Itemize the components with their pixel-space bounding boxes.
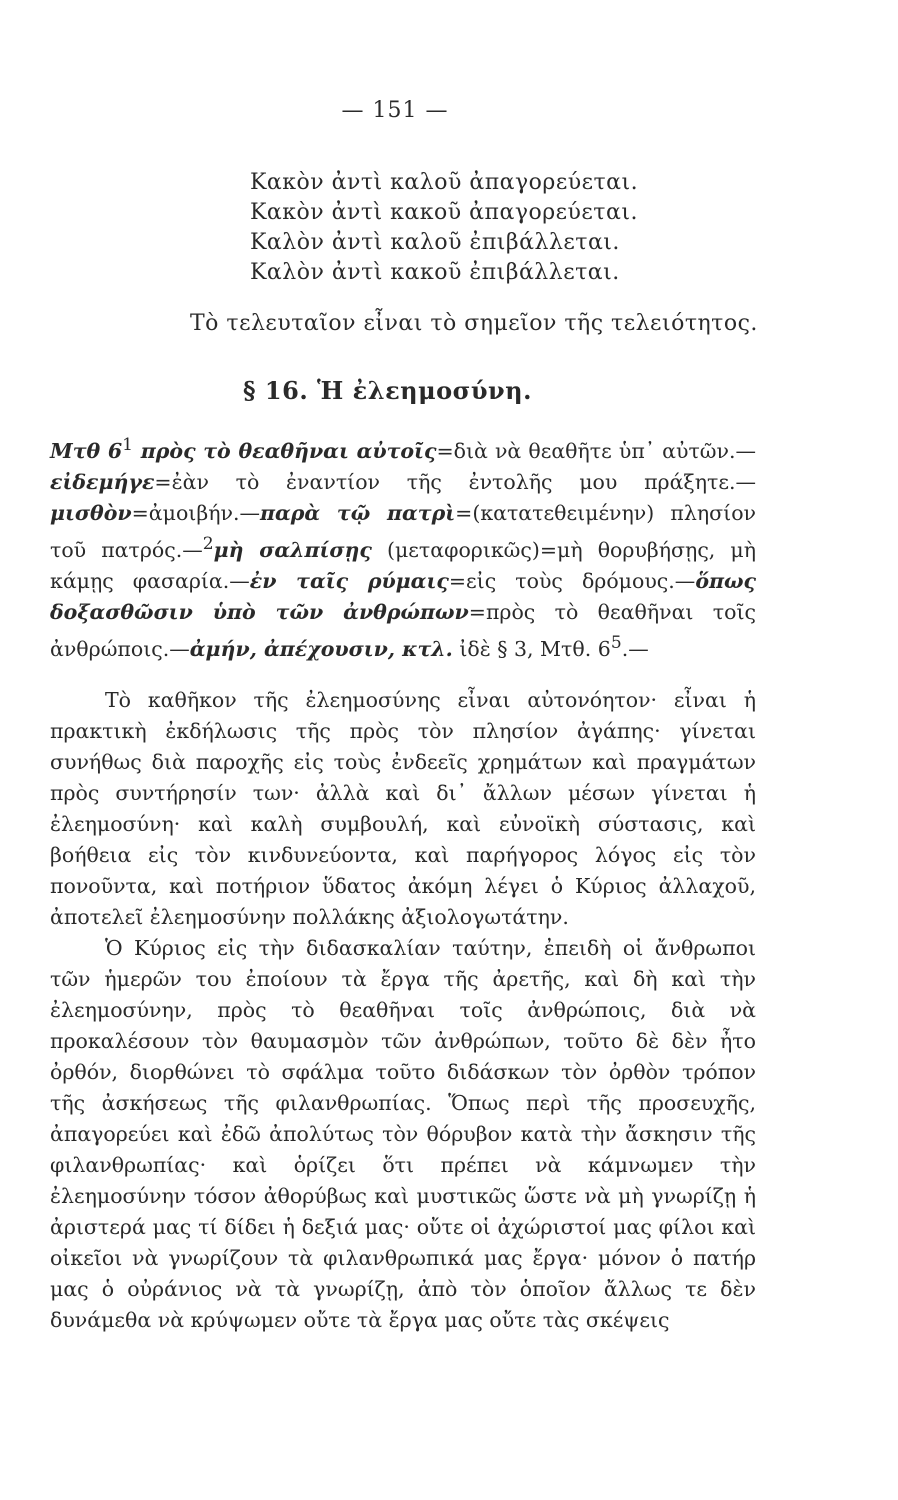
note-term: πρὸς τὸ θεαθῆναι αὐτοῖς <box>133 438 437 463</box>
note-gloss: =ἀμοιβήν.— <box>131 500 260 525</box>
note-term: μὴ σαλπίσῃς <box>213 537 372 562</box>
note-term: ἀμήν, ἀπέχουσιν, κτλ. <box>189 636 453 661</box>
maxim-line-2: Κακὸν ἀντὶ κακοῦ ἀπαγορεύεται. <box>250 200 638 225</box>
lexical-notes <box>50 430 756 664</box>
maxim-line-3: Καλὸν ἀντὶ καλοῦ ἐπιβάλλεται. <box>250 230 620 255</box>
note-gloss: =διὰ νὰ θεαθῆτε ὑπ᾽ αὐτῶν.— <box>436 438 756 463</box>
paragraph: Ὁ Κύριος εἰς τὴν διδασκαλίαν ταύτην, ἐπειδὴ οἱ ἄνθρωποι τῶν ἡμερῶν του ἐποίουν τὰ ἔργα τῆς ἀρετῆς, καὶ δὴ καὶ τὴν ἐλεημοσύνην, πρὸς τὸ θεαθῆναι τοῖς ἀνθρώποις, διὰ νὰ προκαλέσουν τὸν θαυμασμὸν τῶν ἀνθρώπων, τοῦτο δὲ δὲν ἦτο ὀρθόν, διορθώνει τὸ σφάλμα τοῦτο διδάσκων τὸν ὀρθὸν τρόπον τῆς ἀσκήσεως τῆς φιλανθρωπίας. Ὅπως περὶ τῆς προσευχῆς, ἀπαγορεύει καὶ ἐδῶ ἀπολύτως τὸν θόρυβον κατὰ τὴν ἄσκησιν τῆς φιλανθρωπίας· καὶ ὁρίζει ὅτι πρέπει νὰ κάμνωμεν τὴν ἐλεημοσύνην τόσον ἀθορύβως καὶ μυστικῶς ὥστε νὰ μὴ γνωρίζῃ ἡ ἀριστερά μας τί δίδει ἡ δεξιά μας· οὔτε οἱ ἀχώριστοί μας φίλοι καὶ οἰκεῖοι νὰ γνωρίζουν τὰ φιλανθρωπικά μας ἔργα· μόνον ὁ πατήρ μας ὁ οὐράνιος νὰ τὰ γνωρίζῃ, ἀπὸ τὸν ὁποῖον ἄλλως τε δὲν δυνάμεθα νὰ κρύψωμεν οὔτε τὰ ἔργα μας οὔτε τὰς σκέψεις <box>50 936 756 1332</box>
note-term: εἰδεμήγε <box>50 469 155 494</box>
maxim-line-1: Κακὸν ἀντὶ καλοῦ ἀπαγορεύεται. <box>250 170 639 195</box>
page-number: — 151 — <box>341 98 449 123</box>
note-gloss: =εἰς τοὺς δρόμους.— <box>448 568 696 593</box>
note-gloss: =ἐὰν τὸ ἐναντίον τῆς ἐντολῆς μου πράξητε.— <box>154 469 756 494</box>
paragraph: Τὸ καθῆκον τῆς ἐλεημοσύνης εἶναι αὐτονόητον· εἶναι ἡ πρακτικὴ ἐκδήλωσις τῆς πρὸς τὸν πλησίον ἀγάπης· γίνεται συνήθως διὰ παροχῆς εἰς τοὺς ἐνδεεῖς χρημάτων καὶ πραγμάτων πρὸς συντήρησίν των· ἀλλὰ καὶ δι᾽ ἄλλων μέσων γίνεται ἡ ἐλεημοσύνη· καὶ καλὴ συμβουλή, καὶ εὐνοϊκὴ σύστασις, καὶ βοήθεια εἰς τὸν κινδυνεύοντα, καὶ παρήγορος λόγος εἰς τὸν πονοῦντα, καὶ ποτήριον ὕδατος ἀκόμη λέγει ὁ Κύριος ἀλλαχοῦ, ἀποτελεῖ ἐλεημοσύνην πολλάκης ἀξιολογωτάτην. <box>50 688 756 929</box>
note-gloss: ἰδὲ § 3, Μτθ. 6 <box>452 636 611 661</box>
summary-line: Τὸ τελευταῖον εἶναι τὸ σημεῖον τῆς τελειότητος. <box>190 311 758 336</box>
note-ref: Μτθ 6 <box>50 438 123 463</box>
section-heading: § 16. Ἡ ἐλεημοσύνη. <box>243 376 532 405</box>
note-gloss: (μεταφορικῶς)=μὴ θορυβήσῃς, μὴ κάμῃς φασαρία.— <box>50 537 756 593</box>
note-gloss: =πρὸς τὸ θεαθῆναι τοῖς ἀνθρώποις.— <box>50 599 756 661</box>
body-text <box>50 685 756 1336</box>
note-term: μισθὸν <box>50 500 132 525</box>
note-term: ἐν ταῖς ρύμαις <box>249 568 449 593</box>
note-term: ὅπως δοξασθῶσιν ὑπὸ τῶν ἀνθρώπων <box>50 568 756 624</box>
note-gloss: =(κατατεθειμένην) πλησίον τοῦ πατρός.— <box>50 500 756 562</box>
maxim-line-4: Καλὸν ἀντὶ κακοῦ ἐπιβάλλεται. <box>250 260 620 285</box>
verse-number: 2 <box>202 533 214 554</box>
verse-number: 1 <box>122 435 134 455</box>
verse-number: 5 <box>610 632 622 653</box>
note-gloss: .— <box>621 636 649 661</box>
note-term: παρὰ τῷ πατρὶ <box>259 500 456 525</box>
